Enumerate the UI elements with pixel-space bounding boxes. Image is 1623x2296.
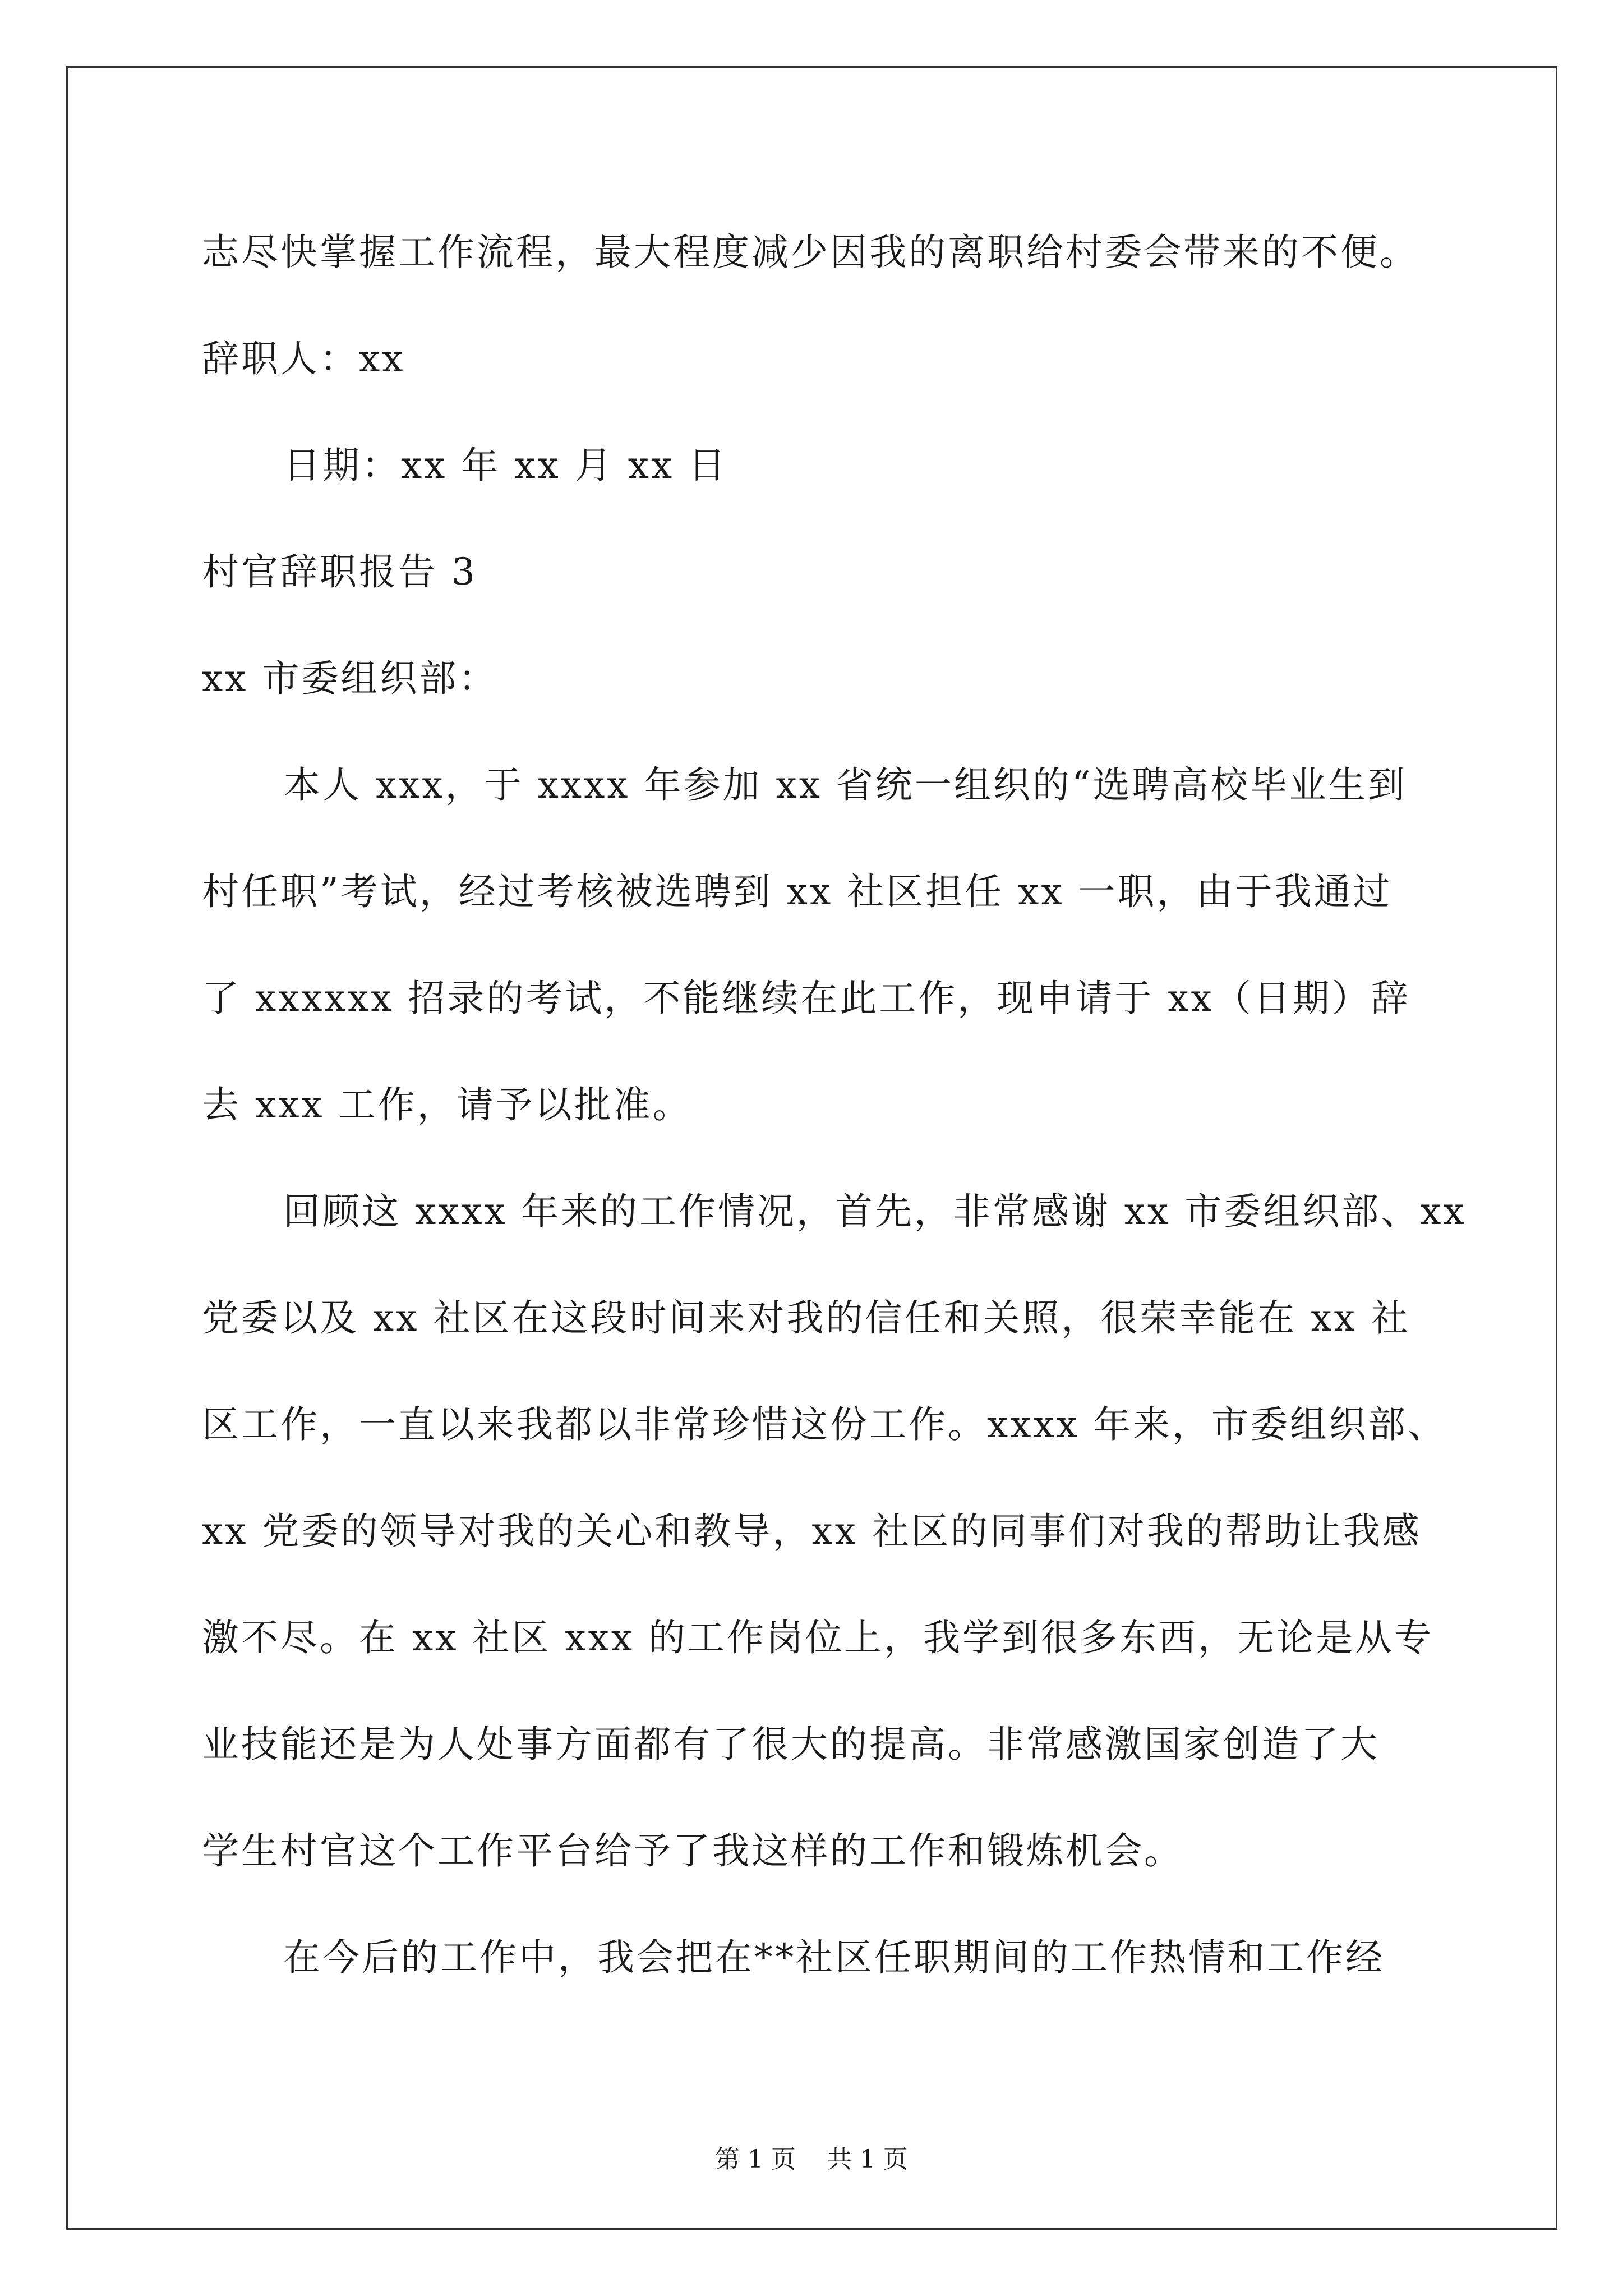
paragraph-1-line-4: 去 xxx 工作，请予以批准。	[202, 1083, 692, 1126]
signature-line: 辞职人：xx	[202, 337, 405, 380]
paragraph-2-line-2: 党委以及 xx 社区在这段时间来对我的信任和关照，很荣幸能在 xx 社	[202, 1296, 1410, 1340]
paragraph-2-line-1: 回顾这 xxxx 年来的工作情况，首先，非常感谢 xx 市委组织部、xx	[283, 1190, 1467, 1233]
paragraph-1-line-2: 村任职”考试，经过考核被选聘到 xx 社区担任 xx 一职，由于我通过	[202, 870, 1393, 913]
page-footer: 第 1 页 共 1 页	[715, 2145, 908, 2174]
paragraph-2-line-3: 区工作，一直以来我都以非常珍惜这份工作。xxxx 年来，市委组织部、	[202, 1403, 1447, 1446]
text-line-1: 志尽快掌握工作流程，最大程度减少因我的离职给村委会带来的不便。	[202, 231, 1419, 274]
salutation: xx 市委组织部：	[202, 657, 498, 700]
date-line: 日期：xx 年 xx 月 xx 日	[283, 444, 728, 487]
paragraph-1-line-1: 本人 xxx，于 xxxx 年参加 xx 省统一组织的“选聘高校毕业生到	[283, 763, 1407, 807]
paragraph-2-line-4: xx 党委的领导对我的关心和教导，xx 社区的同事们对我的帮助让我感	[202, 1510, 1422, 1553]
paragraph-2-line-5: 激不尽。在 xx 社区 xxx 的工作岗位上，我学到很多东西，无论是从专	[202, 1616, 1434, 1659]
page-border	[66, 66, 1557, 2230]
paragraph-1-line-3: 了 xxxxxx 招录的考试，不能继续在此工作，现申请于 xx（日期）辞	[202, 977, 1410, 1020]
paragraph-2-line-6: 业技能还是为人处事方面都有了很大的提高。非常感激国家创造了大	[202, 1723, 1380, 1766]
section-title: 村官辞职报告 3	[202, 550, 477, 593]
paragraph-3-line-1: 在今后的工作中，我会把在**社区任职期间的工作热情和工作经	[283, 1936, 1385, 1979]
paragraph-2-line-7: 学生村官这个工作平台给予了我这样的工作和锻炼机会。	[202, 1829, 1183, 1872]
